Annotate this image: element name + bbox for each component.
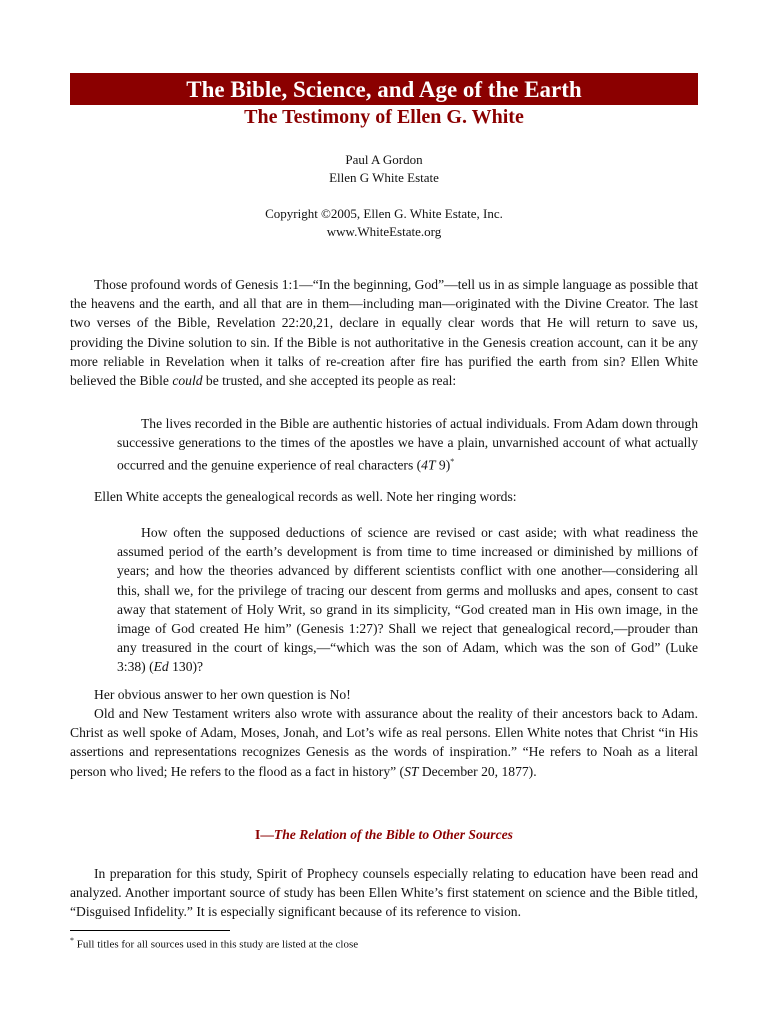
paragraph-3	[70, 685, 698, 704]
footnote-marker: *	[70, 936, 74, 945]
footnote-marker: *	[450, 457, 455, 467]
quote-text: 9)	[435, 457, 451, 473]
emphasis: could	[172, 373, 203, 389]
paragraph-text: Ellen White accepts the genealogical records as well. Note her ringing words:	[94, 489, 517, 504]
paragraph-text: Old and New Testament writers also wrote with assurance about the reality of their ancestors back to Adam. Christ as well spoke of Adam, Moses, Jonah, and Lot’s wife as real persons. Ellen White notes that Christ “in His assertions and representations recognizes Genesis as the words of inspiration.” “He refers to Noah as a literal person who lived; He refers to the flood as a fact in history” (	[70, 706, 698, 779]
paragraph-text: be trusted, and she accepted its people as real:	[202, 373, 457, 389]
paragraph-1	[70, 275, 698, 390]
block-quote-2	[117, 523, 698, 677]
citation: ST	[404, 763, 419, 779]
paragraph-text: Her obvious answer to her own question is No!	[94, 687, 351, 702]
author-block	[70, 151, 698, 187]
citation: Ed	[153, 659, 169, 675]
quote-text: The lives recorded in the Bible are authentic histories of actual individuals. From Adam down through successive generations to the times of the apostles we have a plain, unvarnished account of what actually occurred and the genuine experience of real characters (	[117, 416, 698, 473]
author-name: Paul A Gordon	[345, 152, 423, 167]
footnote-divider	[70, 930, 230, 931]
section-number: I—	[255, 827, 274, 842]
section-title: The Relation of the Bible to Other Sources	[273, 827, 513, 842]
document-title: The Bible, Science, and Age of the Earth	[186, 77, 582, 102]
copyright-block	[70, 205, 698, 241]
copyright-line: Copyright ©2005, Ellen G. White Estate, Inc.	[265, 206, 503, 221]
citation: 4T	[421, 457, 436, 473]
footnote-text: Full titles for all sources used in this study are listed at the close	[74, 938, 359, 951]
paragraph-text: In preparation for this study, Spirit of Prophecy counsels especially relating to education have been read and analyzed. Another important source of study has been Ellen White’s first statement on science and the Bible titled, “Disguised Infidelity.” It is especially significant because of its reference to vision.	[70, 866, 698, 920]
paragraph-5	[70, 864, 698, 922]
section-heading	[70, 827, 698, 843]
paragraph-4	[70, 704, 698, 781]
block-quote-1	[117, 414, 698, 475]
paragraph-2	[70, 487, 698, 506]
website-url: www.WhiteEstate.org	[326, 224, 442, 239]
footnote	[70, 936, 358, 951]
author-affiliation: Ellen G White Estate	[329, 170, 439, 185]
title-banner	[70, 73, 698, 105]
document-subtitle: The Testimony of Ellen G. White	[244, 106, 524, 128]
quote-text: How often the supposed deductions of science are revised or cast aside; with what readiness the assumed period of the earth’s development is from time to time increased or diminished by millions of years; and how the theories advanced by different scientists conflict with one another—considering all this, shall we, for the privilege of tracing our descent from germs and mollusks and apes, consent to cast away that statement of Holy Writ, so grand in its simplicity, “God created man in His own image, in the image of God created He him” (Genesis 1:27)? Shall we reject that genealogical record,—prouder than any treasured in the court of kings,—“which was the son of Adam, which was the son of God” (Luke 3:38) (	[117, 525, 698, 675]
quote-text: 130)?	[168, 659, 204, 675]
paragraph-text: December 20, 1877).	[418, 763, 537, 779]
paragraph-text: Those profound words of Genesis 1:1—“In the beginning, God”—tell us in as simple language as possible that the heavens and the earth, and all that are in them—including man—originated with the Divine Creator. The last two verses of the Bible, Revelation 22:20,21, declare in equally clear words that He will return to save us, providing the Divine solution to sin. If the Bible is not authoritative in the Genesis creation account, can it be any more reliable in Revelation when it talks of re-creation after fire has purified the earth from sin? Ellen White believed the Bible	[70, 277, 698, 389]
